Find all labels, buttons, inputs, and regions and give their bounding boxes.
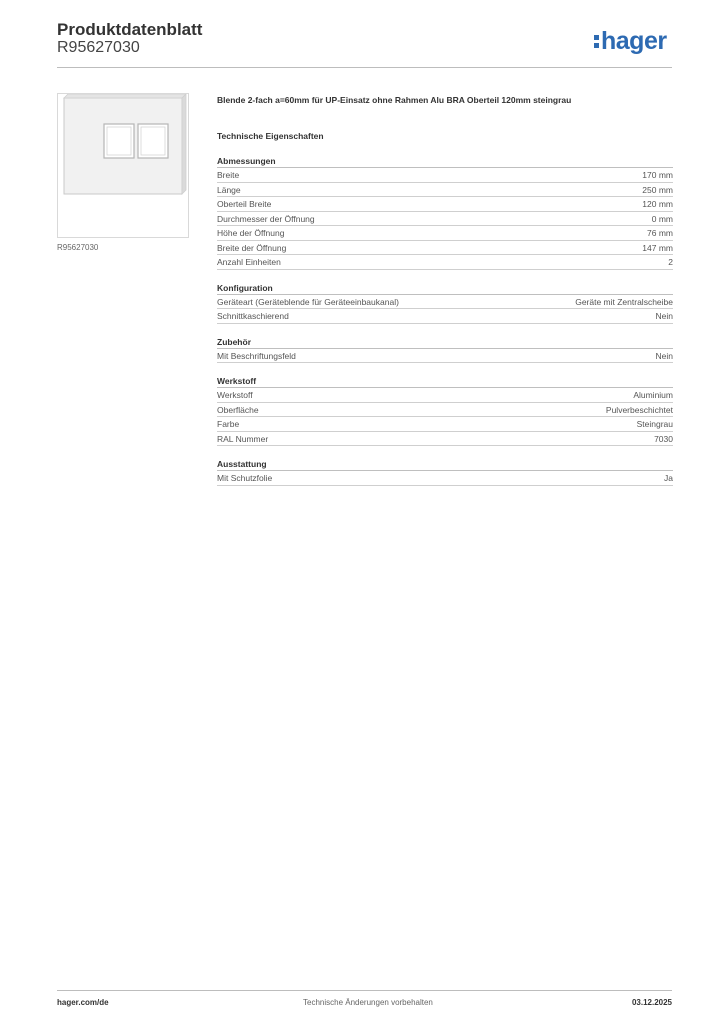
footer-divider [57,990,672,991]
property-value: Nein [655,311,673,321]
property-value: Ja [664,473,673,483]
product-description: Blende 2-fach a=60mm für UP-Einsatz ohne Rahmen Alu BRA Oberteil 120mm steingrau [217,95,572,105]
image-caption: R95627030 [57,243,99,252]
group-title: Konfiguration [217,282,673,295]
group-werkstoff [217,375,673,446]
property-label: Oberfläche [217,404,259,415]
group-konfiguration [217,282,673,324]
property-label: Oberteil Breite [217,199,272,209]
group-title: Ausstattung [217,458,673,471]
product-number: R95627030 [57,39,140,56]
property-row [217,295,673,310]
group-title: Zubehör [217,336,673,349]
property-value: 120 mm [642,199,673,209]
property-row [217,212,673,227]
section-title: Technische Eigenschaften [217,131,324,141]
property-row [217,183,673,198]
property-value: Steingrau [636,419,673,429]
property-row [217,388,673,403]
property-value: Nein [655,350,673,361]
group-title: Werkstoff [217,375,673,388]
property-label: Durchmesser der Öffnung [217,213,315,224]
property-value: 147 mm [642,242,673,253]
footer-note: Technische Änderungen vorbehalten [303,998,433,1007]
property-value: Geräte mit Zentralscheibe [575,296,673,307]
property-row [217,403,673,418]
header-divider [57,67,672,68]
property-row [217,241,673,256]
property-row [217,309,673,324]
property-value: Pulverbeschichtet [605,404,673,415]
product-photo-cover-plate-icon [58,94,188,237]
property-row [217,432,673,447]
property-row [217,255,673,270]
property-value: 170 mm [642,170,673,180]
property-value: 0 mm [651,213,673,224]
group-abmessungen [217,155,673,270]
property-row [217,471,673,486]
group-ausstattung [217,458,673,486]
property-label: Mit Schutzfolie [217,473,273,483]
property-value: 76 mm [647,228,673,238]
property-label: Länge [217,184,241,195]
property-label: Höhe der Öffnung [217,228,285,238]
property-row [217,226,673,241]
property-label: Geräteart (Geräteblende für Geräteeinbaukanal) [217,296,399,307]
property-label: Mit Beschriftungsfeld [217,350,296,361]
property-row [217,197,673,212]
property-row [217,417,673,432]
property-label: RAL Nummer [217,433,269,444]
property-value: 7030 [654,433,673,444]
property-value: 2 [668,257,673,267]
property-row [217,349,673,364]
property-label: Farbe [217,419,240,429]
property-value: Aluminium [633,390,673,400]
page-title: Produktdatenblatt [57,20,203,39]
properties-panel [217,95,673,498]
property-label: Breite [217,170,240,180]
hager-logo [594,27,667,56]
product-image [57,93,189,238]
logo-dots-icon [594,32,600,50]
property-label: Anzahl Einheiten [217,257,281,267]
group-zubehoer [217,336,673,364]
property-row [217,168,673,183]
property-label: Breite der Öffnung [217,242,287,253]
property-value: 250 mm [642,184,673,195]
group-title: Abmessungen [217,155,673,168]
footer-website-link[interactable]: hager.com/de [57,998,109,1007]
logo-text: hager [601,27,667,55]
footer-date: 03.12.2025 [631,998,672,1007]
property-label: Werkstoff [217,390,253,400]
property-label: Schnittkaschierend [217,311,289,321]
